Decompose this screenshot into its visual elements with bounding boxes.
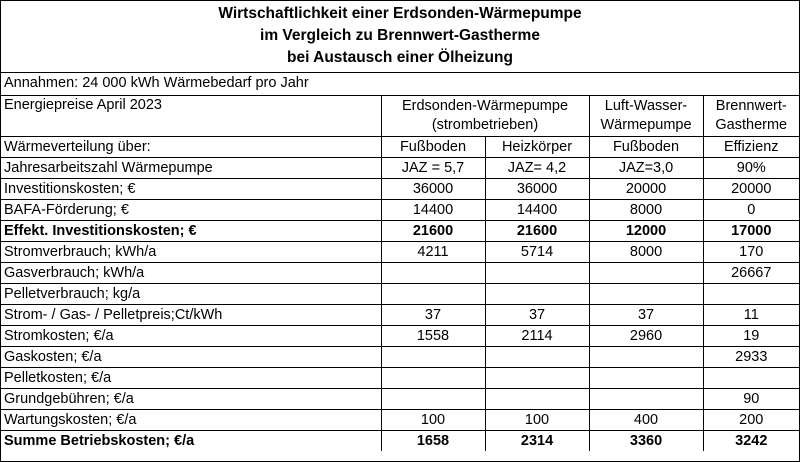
table-row bbox=[1, 179, 799, 200]
table-row bbox=[1, 431, 799, 452]
cell: 1558 bbox=[381, 326, 485, 347]
cell: Effizienz bbox=[703, 137, 799, 158]
table-row bbox=[1, 347, 799, 368]
table-row bbox=[1, 389, 799, 410]
cell bbox=[703, 368, 799, 389]
title-line: bei Austausch einer Ölheizung bbox=[287, 49, 513, 66]
row-label: Gaskosten; €/a bbox=[1, 347, 381, 368]
table-title bbox=[1, 1, 799, 73]
cell bbox=[485, 347, 589, 368]
cell: Fußboden bbox=[381, 137, 485, 158]
cell: 4211 bbox=[381, 242, 485, 263]
cell: 21600 bbox=[485, 221, 589, 242]
cell: 3242 bbox=[703, 431, 799, 452]
cell: 20000 bbox=[703, 179, 799, 200]
row-label: Wärmeverteilung über: bbox=[1, 137, 381, 158]
cell: 5714 bbox=[485, 242, 589, 263]
cell: 400 bbox=[589, 410, 703, 431]
cell: 0 bbox=[703, 200, 799, 221]
cell: 8000 bbox=[589, 242, 703, 263]
row-label: Strom- / Gas- / Pelletpreis;Ct/kWh bbox=[1, 305, 381, 326]
cell bbox=[589, 263, 703, 284]
cell: 19 bbox=[703, 326, 799, 347]
cell: 1658 bbox=[381, 431, 485, 452]
row-label: Stromkosten; €/a bbox=[1, 326, 381, 347]
row-label: Effekt. Investitionskosten; € bbox=[1, 221, 381, 242]
row-label: Gasverbrauch; kWh/a bbox=[1, 263, 381, 284]
cell bbox=[381, 347, 485, 368]
cell bbox=[589, 389, 703, 410]
header-air-water-heat-pump: Luft-Wasser-Wärmepumpe bbox=[589, 96, 703, 137]
cell: 2114 bbox=[485, 326, 589, 347]
cell: JAZ = 5,7 bbox=[381, 158, 485, 179]
cell: 2960 bbox=[589, 326, 703, 347]
cell bbox=[589, 284, 703, 305]
row-label: BAFA-Förderung; € bbox=[1, 200, 381, 221]
title-line: im Vergleich zu Brennwert-Gastherme bbox=[260, 27, 540, 44]
title-line: Wirtschaftlichkeit einer Erdsonden-Wärmepumpe bbox=[218, 5, 582, 22]
table-row bbox=[1, 410, 799, 431]
cell: 11 bbox=[703, 305, 799, 326]
cell bbox=[703, 284, 799, 305]
table-row bbox=[1, 326, 799, 347]
cell: 90 bbox=[703, 389, 799, 410]
table-row bbox=[1, 263, 799, 284]
cell: JAZ=3,0 bbox=[589, 158, 703, 179]
header-gas-boiler: Brennwert-Gastherme bbox=[703, 96, 799, 137]
row-label: Investitionskosten; € bbox=[1, 179, 381, 200]
cell: 37 bbox=[589, 305, 703, 326]
distribution-row bbox=[1, 137, 799, 158]
table-row bbox=[1, 242, 799, 263]
table-row bbox=[1, 305, 799, 326]
cell: 14400 bbox=[485, 200, 589, 221]
cell: 8000 bbox=[589, 200, 703, 221]
table-row bbox=[1, 368, 799, 389]
table-row bbox=[1, 284, 799, 305]
row-label: Pelletkosten; €/a bbox=[1, 368, 381, 389]
cell bbox=[589, 368, 703, 389]
cell: 14400 bbox=[381, 200, 485, 221]
cell: 100 bbox=[485, 410, 589, 431]
row-label: Pelletverbrauch; kg/a bbox=[1, 284, 381, 305]
cell bbox=[381, 284, 485, 305]
table-row bbox=[1, 200, 799, 221]
cell: 37 bbox=[381, 305, 485, 326]
cell: Heizkörper bbox=[485, 137, 589, 158]
cell: 2933 bbox=[703, 347, 799, 368]
cell bbox=[485, 263, 589, 284]
header-row bbox=[1, 96, 799, 137]
cell bbox=[381, 263, 485, 284]
header-ground-source-heat-pump: Erdsonden-Wärmepumpe (strombetrieben) bbox=[381, 96, 589, 137]
cell: 170 bbox=[703, 242, 799, 263]
cell bbox=[485, 389, 589, 410]
cell: 3360 bbox=[589, 431, 703, 452]
cell: 26667 bbox=[703, 263, 799, 284]
cell bbox=[485, 368, 589, 389]
cell: 100 bbox=[381, 410, 485, 431]
cell: 90% bbox=[703, 158, 799, 179]
cell: JAZ= 4,2 bbox=[485, 158, 589, 179]
cell bbox=[381, 368, 485, 389]
row-label: Jahresarbeitszahl Wärmepumpe bbox=[1, 158, 381, 179]
cell bbox=[485, 284, 589, 305]
cost-table bbox=[1, 96, 799, 451]
cell: 200 bbox=[703, 410, 799, 431]
cell: 37 bbox=[485, 305, 589, 326]
cell bbox=[381, 389, 485, 410]
cell: 20000 bbox=[589, 179, 703, 200]
cell: 12000 bbox=[589, 221, 703, 242]
cell: 17000 bbox=[703, 221, 799, 242]
row-label: Grundgebühren; €/a bbox=[1, 389, 381, 410]
header-label: Energiepreise April 2023 bbox=[1, 96, 381, 137]
cell: 2314 bbox=[485, 431, 589, 452]
table-row bbox=[1, 221, 799, 242]
assumption-text: Annahmen: 24 000 kWh Wärmebedarf pro Jahr bbox=[1, 73, 799, 96]
cell: 36000 bbox=[485, 179, 589, 200]
row-label: Stromverbrauch; kWh/a bbox=[1, 242, 381, 263]
cell: 21600 bbox=[381, 221, 485, 242]
jaz-row bbox=[1, 158, 799, 179]
cell bbox=[589, 347, 703, 368]
cell: 36000 bbox=[381, 179, 485, 200]
row-label: Wartungskosten; €/a bbox=[1, 410, 381, 431]
row-label: Summe Betriebskosten; €/a bbox=[1, 431, 381, 452]
cell: Fußboden bbox=[589, 137, 703, 158]
